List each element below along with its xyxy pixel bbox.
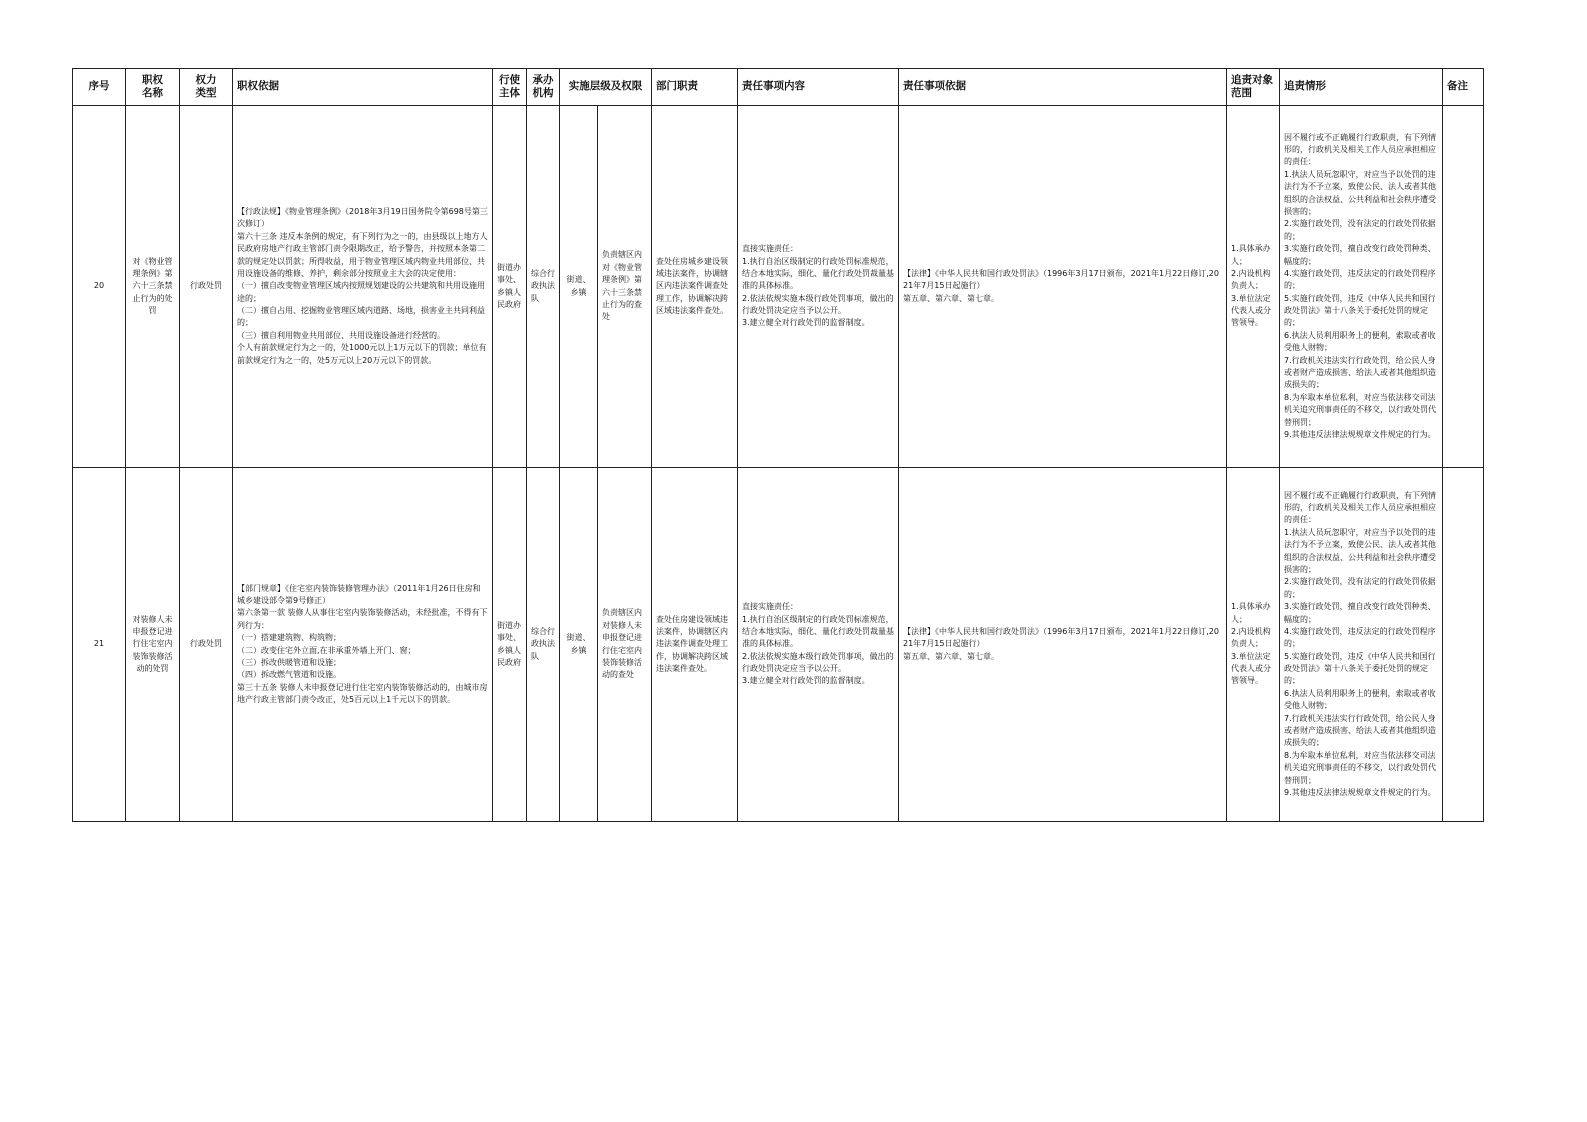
cell-agency: 综合行政执法队 [527, 468, 560, 822]
header-dept: 部门职责 [652, 69, 738, 106]
responsibility-table [72, 68, 1484, 822]
header-row [73, 69, 1484, 106]
cell-authority: 负责辖区内对装修人未申报登记进行住宅室内装饰装修活动的查处 [598, 468, 652, 822]
header-agency: 承办 机构 [527, 69, 560, 106]
cell-type: 行政处罚 [180, 106, 233, 468]
cell-remark [1443, 468, 1484, 822]
header-content: 责任事项内容 [738, 69, 899, 106]
cell-authority: 负责辖区内对《物业管理条例》第六十三条禁止行为的查处 [598, 106, 652, 468]
cell-level: 街道、乡镇 [560, 106, 598, 468]
cell-content: 直接实施责任： 1.执行自治区级制定的行政处罚标准规范，结合本地实际，细化、量化行政处罚裁量基准的具体标准。 2.依法依规实施本级行政处罚事项，做出的行政处罚决定应当予以公开。 3.建立健全对行政处罚的监督制度。 [738, 468, 899, 822]
header-resp-basis: 责任事项依据 [899, 69, 1227, 106]
cell-basis: 【部门规章】《住宅室内装饰装修管理办法》（2011年1月26日住房和城乡建设部令第9号修正） 第六条第一款 装修人从事住宅室内装饰装修活动，未经批准，不得有下列行为： （一）搭建建筑物、构筑物； （二）改变住宅外立面,在非承重外墙上开门、窗； （三）拆改供暖管道和设施； （四）拆改燃气管道和设施。 第三十五条 装修人未申报登记进行住宅室内装饰装修活动的，由城市房地产行政主管部门责令改正，处5百元以上1千元以下的罚款。 [233, 468, 493, 822]
cell-basis: 【行政法规】《物业管理条例》（2018年3月19日国务院令第698号第三次修订） 第六十三条 违反本条例的规定，有下列行为之一的，由县级以上地方人民政府房地产行政主管部门责令限期改正，给予警告，并按照本条第二款的规定处以罚款；所得收益，用于物业管理区域内物业共用部位、共用设施设备的维修、养护，剩余部分按照业主大会的决定使用： （一）擅自改变物业管理区域内按照规划建设的公共建筑和共用设施用途的； （二）擅自占用、挖掘物业管理区域内道路、场地，损害业主共同利益的； （三）擅自利用物业共用部位、共用设施设备进行经营的。 个人有前款规定行为之一的，处1000元以上1万元以下的罚款；单位有前款规定行为之一的，处5万元以上20万元以下的罚款。 [233, 106, 493, 468]
header-basis: 职权依据 [233, 69, 493, 106]
cell-remark [1443, 106, 1484, 468]
cell-name: 对装修人未申报登记进行住宅室内装饰装修活动的处罚 [126, 468, 180, 822]
header-subject: 行使 主体 [493, 69, 527, 106]
cell-dept: 查处住房城乡建设领域违法案件，协调辖区内违法案件调查处理工作，协调解决跨区域违法案件查处。 [652, 106, 738, 468]
cell-situation: 因不履行或不正确履行行政职责，有下列情形的，行政机关及相关工作人员应承担相应的责任： 1.执法人员玩忽职守，对应当予以处罚的违法行为不予立案，致使公民、法人或者其他组织的合法权益、公共利益和社会秩序遭受损害的； 2.实施行政处罚，没有法定的行政处罚依据的； 3.实施行政处罚，擅自改变行政处罚种类、幅度的； 4.实施行政处罚，违反法定的行政处罚程序的； 5.实施行政处罚，违反《中华人民共和国行政处罚法》第十八条关于委托处罚的规定的； 6.执法人员利用职务上的便利，索取或者收受他人财物； 7.行政机关违法实行行政处罚，给公民人身或者财产造成损害、给法人或者其他组织造成损失的； 8.为牟取本单位私利，对应当依法移交司法机关追究刑事责任的不移交，以行政处罚代替刑罚； 9.其他违反法律法规规章文件规定的行为。 [1280, 468, 1443, 822]
cell-agency: 综合行政执法队 [527, 106, 560, 468]
cell-situation: 因不履行或不正确履行行政职责，有下列情形的，行政机关及相关工作人员应承担相应的责任： 1.执法人员玩忽职守，对应当予以处罚的违法行为不予立案，致使公民、法人或者其他组织的合法权益、公共利益和社会秩序遭受损害的； 2.实施行政处罚，没有法定的行政处罚依据的； 3.实施行政处罚，擅自改变行政处罚种类、幅度的； 4.实施行政处罚，违反法定的行政处罚程序的； 5.实施行政处罚，违反《中华人民共和国行政处罚法》第十八条关于委托处罚的规定的； 6.执法人员利用职务上的便利，索取或者收受他人财物； 7.行政机关违法实行行政处罚，给公民人身或者财产造成损害、给法人或者其他组织造成损失的； 8.为牟取本单位私利，对应当依法移交司法机关追究刑事责任的不移交，以行政处罚代替刑罚； 9.其他违反法律法规规章文件规定的行为。 [1280, 106, 1443, 468]
header-seq: 序号 [73, 69, 126, 106]
header-level: 实施层级及权限 [560, 69, 652, 106]
cell-name: 对《物业管理条例》第六十三条禁止行为的处罚 [126, 106, 180, 468]
cell-resp-basis: 【法律】《中华人民共和国行政处罚法》（1996年3月17日颁布，2021年1月22日修订,2021年7月15日起施行） 第五章、第六章、第七章。 [899, 106, 1227, 468]
cell-type: 行政处罚 [180, 468, 233, 822]
table-row [73, 468, 1484, 822]
cell-dept: 查处住房建设领域违法案件，协调辖区内违法案件调查处理工作，协调解决跨区域违法案件查处。 [652, 468, 738, 822]
header-type: 权力 类型 [180, 69, 233, 106]
header-remark: 备注 [1443, 69, 1484, 106]
header-scope: 追责对象 范围 [1227, 69, 1280, 106]
cell-resp-basis: 【法律】《中华人民共和国行政处罚法》（1996年3月17日颁布，2021年1月22日修订,2021年7月15日起施行） 第五章、第六章、第七章。 [899, 468, 1227, 822]
cell-scope: 1.具体承办人； 2.内设机构负责人； 3.单位法定代表人或分管领导。 [1227, 106, 1280, 468]
header-situation: 追责情形 [1280, 69, 1443, 106]
cell-seq: 20 [73, 106, 126, 468]
cell-subject: 街道办事处、乡镇人民政府 [493, 468, 527, 822]
cell-scope: 1.具体承办人； 2.内设机构负责人； 3.单位法定代表人或分管领导。 [1227, 468, 1280, 822]
table-row [73, 106, 1484, 468]
cell-subject: 街道办事处、乡镇人民政府 [493, 106, 527, 468]
cell-content: 直接实施责任： 1.执行自治区级制定的行政处罚标准规范，结合本地实际，细化、量化行政处罚裁量基准的具体标准。 2.依法依规实施本级行政处罚事项，做出的行政处罚决定应当予以公开。 3.建立健全对行政处罚的监督制度。 [738, 106, 899, 468]
header-name: 职权 名称 [126, 69, 180, 106]
cell-seq: 21 [73, 468, 126, 822]
cell-level: 街道、乡镇 [560, 468, 598, 822]
